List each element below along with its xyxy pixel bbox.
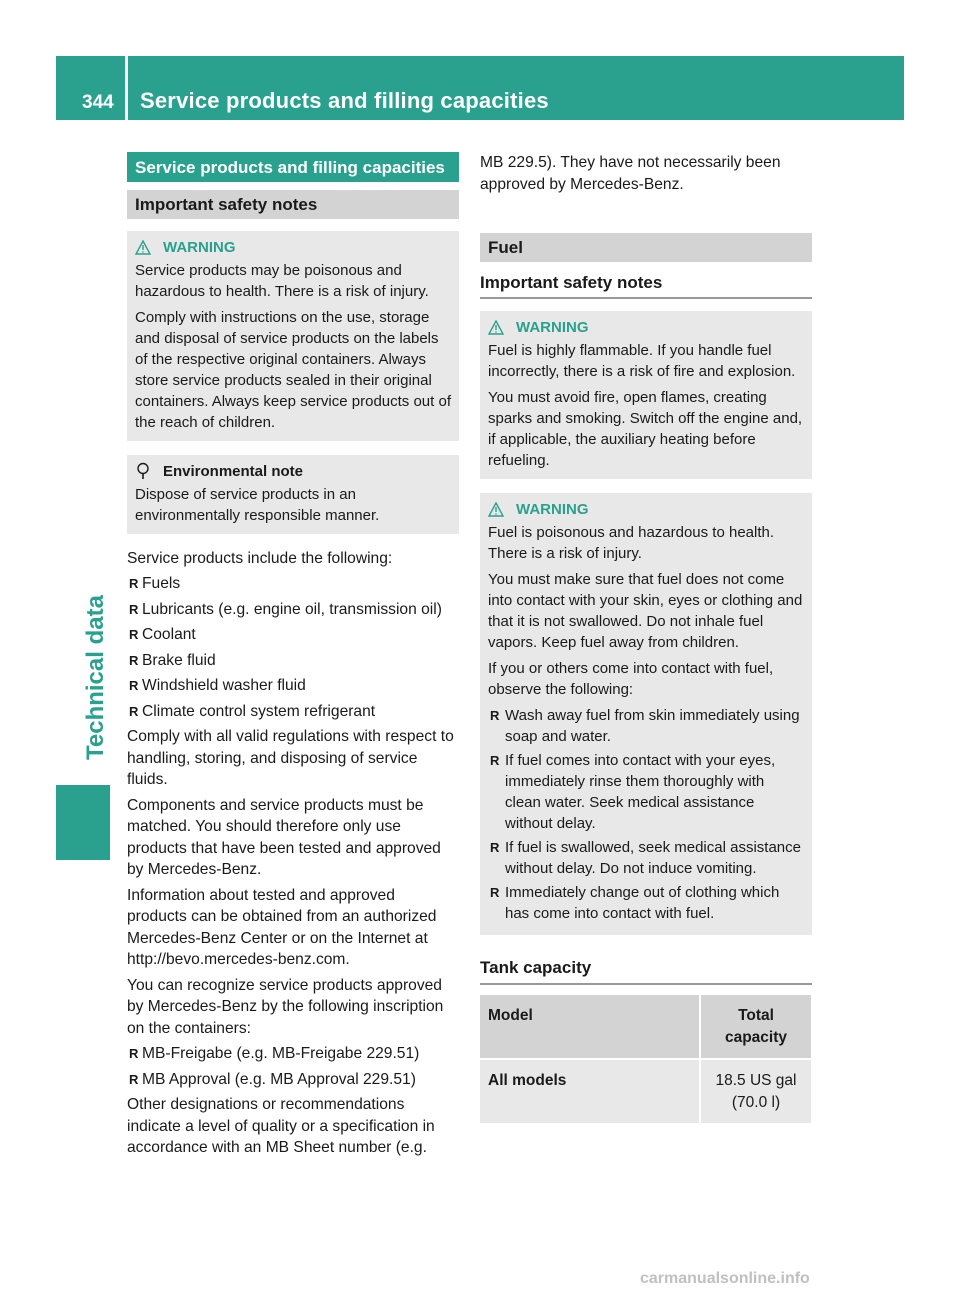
table-cell-capacity: 18.5 US gal (70.0 l) bbox=[700, 1059, 811, 1123]
watermark: carmanualsonline.info bbox=[640, 1270, 810, 1287]
warning-box-fuel-poisonous bbox=[480, 493, 812, 935]
table-header-row bbox=[480, 995, 811, 1059]
list-item: R Climate control system refrigerant bbox=[127, 701, 459, 723]
running-title: Service products and filling capacities bbox=[140, 88, 549, 113]
tank-capacity-heading: Tank capacity bbox=[480, 957, 812, 985]
list-item: R Wash away fuel from skin immediately using soap and water. bbox=[490, 707, 800, 745]
warning-title-text: WARNING bbox=[516, 319, 589, 336]
warning-icon bbox=[135, 240, 151, 255]
service-products-list bbox=[127, 573, 459, 722]
bullet-mark: R bbox=[490, 708, 500, 723]
list-item: R Coolant bbox=[127, 624, 459, 646]
fuel-safety-heading: Important safety notes bbox=[480, 272, 812, 300]
side-tab-label: Technical data bbox=[82, 595, 109, 760]
warning-paragraph: Fuel is poisonous and hazardous to health. There is a risk of injury. bbox=[488, 524, 775, 562]
environmental-note-title bbox=[135, 461, 451, 482]
bullet-mark: R bbox=[129, 652, 139, 668]
environmental-note-title-text: Environmental note bbox=[163, 462, 304, 480]
right-column bbox=[480, 152, 812, 1123]
list-item: R Brake fluid bbox=[127, 650, 459, 672]
table-header-capacity: Total capacity bbox=[700, 995, 811, 1059]
warning-paragraph: You must avoid fire, open flames, creating sparks and smoking. Switch off the engine and, if applicable, the auxiliary heating before refueling. bbox=[488, 389, 803, 469]
continuation-paragraph: MB 229.5). They have not necessarily been approved by Mercedes-Benz. bbox=[480, 154, 781, 193]
bullet-mark: R bbox=[129, 1046, 139, 1061]
warning-icon bbox=[488, 320, 504, 335]
bullet-mark: R bbox=[129, 601, 139, 617]
section-heading: Service products and filling capacities bbox=[127, 152, 459, 182]
warning-paragraph: Fuel is highly flammable. If you handle fuel incorrectly, there is a risk of fire and explosion. bbox=[488, 342, 796, 380]
warning-paragraph: Service products may be poisonous and hazardous to health. There is a risk of injury. bbox=[135, 261, 429, 300]
bullet-mark: R bbox=[490, 885, 500, 900]
body-paragraph: You can recognize service products approved by Mercedes-Benz by the following inscription on the containers: bbox=[127, 976, 444, 1037]
fuel-heading: Fuel bbox=[480, 233, 812, 262]
body-paragraph: Components and service products must be matched. You should therefore only use products that have been tested and approved by Mercedes-Benz. bbox=[127, 796, 441, 878]
warning-box-fuel-flammable bbox=[480, 311, 812, 479]
tank-capacity-table bbox=[480, 995, 811, 1123]
list-item: R If fuel is swallowed, seek medical assistance without delay. Do not induce vomiting. bbox=[490, 839, 801, 877]
list-item: R MB-Freigabe (e.g. MB-Freigabe 229.51) bbox=[127, 1043, 459, 1065]
subheading-safety: Important safety notes bbox=[127, 190, 459, 219]
list-item: R Lubricants (e.g. engine oil, transmission oil) bbox=[127, 599, 459, 621]
closing-paragraph: Other designations or recommendations indicate a level of quality or a specification in accordance with an MB Sheet number (e.g. bbox=[127, 1096, 435, 1156]
bullet-mark: R bbox=[129, 627, 139, 642]
list-item: R Fuels bbox=[127, 573, 459, 595]
intro-text: Service products include the following: bbox=[127, 549, 393, 567]
list-item: R If fuel comes into contact with your eyes, immediately rinse them thoroughly with clean water. Seek medical assistance without delay. bbox=[490, 752, 776, 832]
warning-title bbox=[488, 499, 804, 520]
fuel-contact-list bbox=[488, 705, 804, 924]
bullet-mark: R bbox=[129, 576, 139, 591]
bullet-mark: R bbox=[129, 678, 139, 693]
table-row bbox=[480, 1059, 811, 1123]
list-item: R Windshield washer fluid bbox=[127, 675, 459, 697]
left-column bbox=[127, 152, 459, 1163]
header-divider bbox=[125, 56, 128, 120]
warning-box-service bbox=[127, 231, 459, 441]
environmental-note-text: Dispose of service products in an environmentally responsible manner. bbox=[135, 485, 380, 524]
bullet-mark: R bbox=[129, 703, 139, 719]
list-item: R Immediately change out of clothing which has come into contact with fuel. bbox=[490, 884, 780, 922]
bullet-mark: R bbox=[129, 1071, 139, 1087]
side-tab-block bbox=[56, 785, 110, 860]
table-cell-model: All models bbox=[480, 1059, 700, 1123]
warning-title-text: WARNING bbox=[163, 238, 236, 256]
warning-title bbox=[135, 237, 451, 258]
bullet-mark: R bbox=[490, 753, 500, 768]
warning-icon bbox=[488, 502, 504, 517]
body-paragraph: Comply with all valid regulations with respect to handling, storing, and disposing of service fluids. bbox=[127, 728, 454, 788]
environmental-note-box bbox=[127, 455, 459, 534]
warning-title bbox=[488, 317, 804, 338]
bullet-mark: R bbox=[490, 840, 500, 855]
page-number: 344 bbox=[82, 92, 114, 113]
lightbulb-icon bbox=[135, 462, 151, 480]
table-header-model: Model bbox=[480, 995, 700, 1059]
approval-list bbox=[127, 1043, 459, 1090]
warning-title-text: WARNING bbox=[516, 501, 589, 518]
warning-paragraph: If you or others come into contact with fuel, observe the following: bbox=[488, 660, 774, 698]
list-item: R MB Approval (e.g. MB Approval 229.51) bbox=[127, 1069, 459, 1091]
warning-paragraph: Comply with instructions on the use, storage and disposal of service products on the labels of the respective original containers. Always store service products sealed in their original containers. Always keep service products out of the reach of children. bbox=[135, 308, 451, 431]
warning-paragraph: You must make sure that fuel does not come into contact with your skin, eyes or clothing and that it is not swallowed. Do not inhale fuel vapors. Keep fuel away from children. bbox=[488, 571, 803, 651]
body-paragraph: Information about tested and approved products can be obtained from an authorized Mercedes-Benz Center or on the Internet at http://bevo.mercedes-benz.com. bbox=[127, 886, 437, 968]
